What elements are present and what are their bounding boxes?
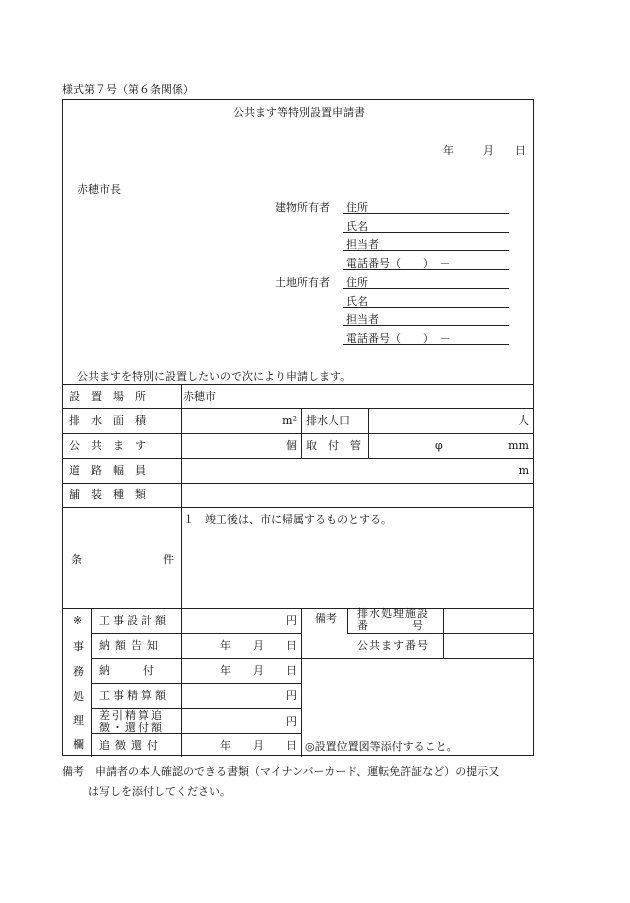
drain-pop-label: 排水人口 [306,414,350,427]
office-item-design-amount: 工事設計額 [99,614,169,627]
office-char-3: 処 [73,690,84,703]
office-item-settlement: 工事精算額 [99,689,169,702]
road-width-label: 道 路 幅 員 [69,464,146,477]
drain-pop-unit: 人 [518,414,529,427]
office-item-refund: 追徴還付 [99,739,163,752]
office-char-5: 欄 [73,738,84,751]
building-owner-phone: 電話番号（ ） － [346,257,451,270]
office-item-design-amount-value: 円 [286,614,297,627]
pipe-unit: mm [508,439,529,452]
date-day: 日 [515,144,526,157]
public-box-label: 公 共 ま す [69,439,146,452]
office-item-settlement-value: 円 [286,689,297,702]
date-month: 月 [483,144,494,157]
land-owner-contact: 担当者 [346,313,379,326]
pipe-phi: φ [435,439,443,452]
conditions-label-1: 条 [71,553,82,566]
office-item-notice: 納額告知 [99,639,163,652]
drain-area-label: 排 水 面 積 [69,414,146,427]
application-statement: 公共ますを特別に設置したいので次により申請します。 [77,370,352,383]
application-form [62,99,534,756]
drain-area-unit: m² [282,414,297,427]
office-item-payment: 納 付 [99,664,154,677]
land-owner-phone: 電話番号（ ） － [346,332,451,345]
building-owner-address: 住所 [346,201,368,214]
office-item-diff-2: 徴・還付額 [99,721,164,734]
office-item-diff-value: 円 [286,715,297,728]
building-owner-name: 氏名 [346,220,368,233]
attach-note: ◎設置位置図等添付すること。 [305,740,458,753]
paving-label: 舗 装 種 類 [69,488,146,501]
pipe-label: 取 付 管 [306,439,361,452]
land-owner-name: 氏名 [346,295,368,308]
building-owner-label: 建物所有者 [275,201,330,214]
office-remarks-label: 備考 [315,612,337,625]
public-box-no: 公共ます番号 [357,639,429,652]
date-year: 年 [443,144,454,157]
conditions-label-2: 件 [163,553,174,566]
office-item-payment-date: 年 月 日 [220,664,297,677]
land-owner-label: 土地所有者 [275,276,330,289]
location-label: 設 置 場 所 [69,390,146,403]
location-value: 赤穂市 [183,390,216,403]
office-item-notice-date: 年 月 日 [220,639,297,652]
building-owner-contact: 担当者 [346,238,379,251]
conditions-text: １ 竣工後は、市に帰属するものとする。 [183,513,392,526]
road-width-unit: m [518,464,529,477]
form-number: 様式第７号（第６条関係） [62,83,194,96]
addressee: 赤穂市長 [77,183,121,196]
drain-facility-no-1: 排水処理施設 [357,607,429,620]
land-owner-address: 住所 [346,276,368,289]
office-mark: ※ [73,614,83,627]
office-char-1: 事 [73,640,84,653]
footer-note-2: は写しを添付してください。 [88,785,231,798]
public-box-unit: 個 [286,439,297,452]
office-char-4: 理 [73,714,84,727]
footer-note-1: 備考 申請者の本人確認のできる書類（マイナンバーカード、運転免許証など）の提示又 [62,765,500,778]
office-item-refund-date: 年 月 日 [220,739,297,752]
drain-facility-no-2: 番 号 [357,619,423,632]
office-char-2: 務 [73,665,84,678]
office-item-diff-1: 差引精算追 [99,709,164,722]
form-title: 公共ます等特別設置申請書 [233,106,365,119]
